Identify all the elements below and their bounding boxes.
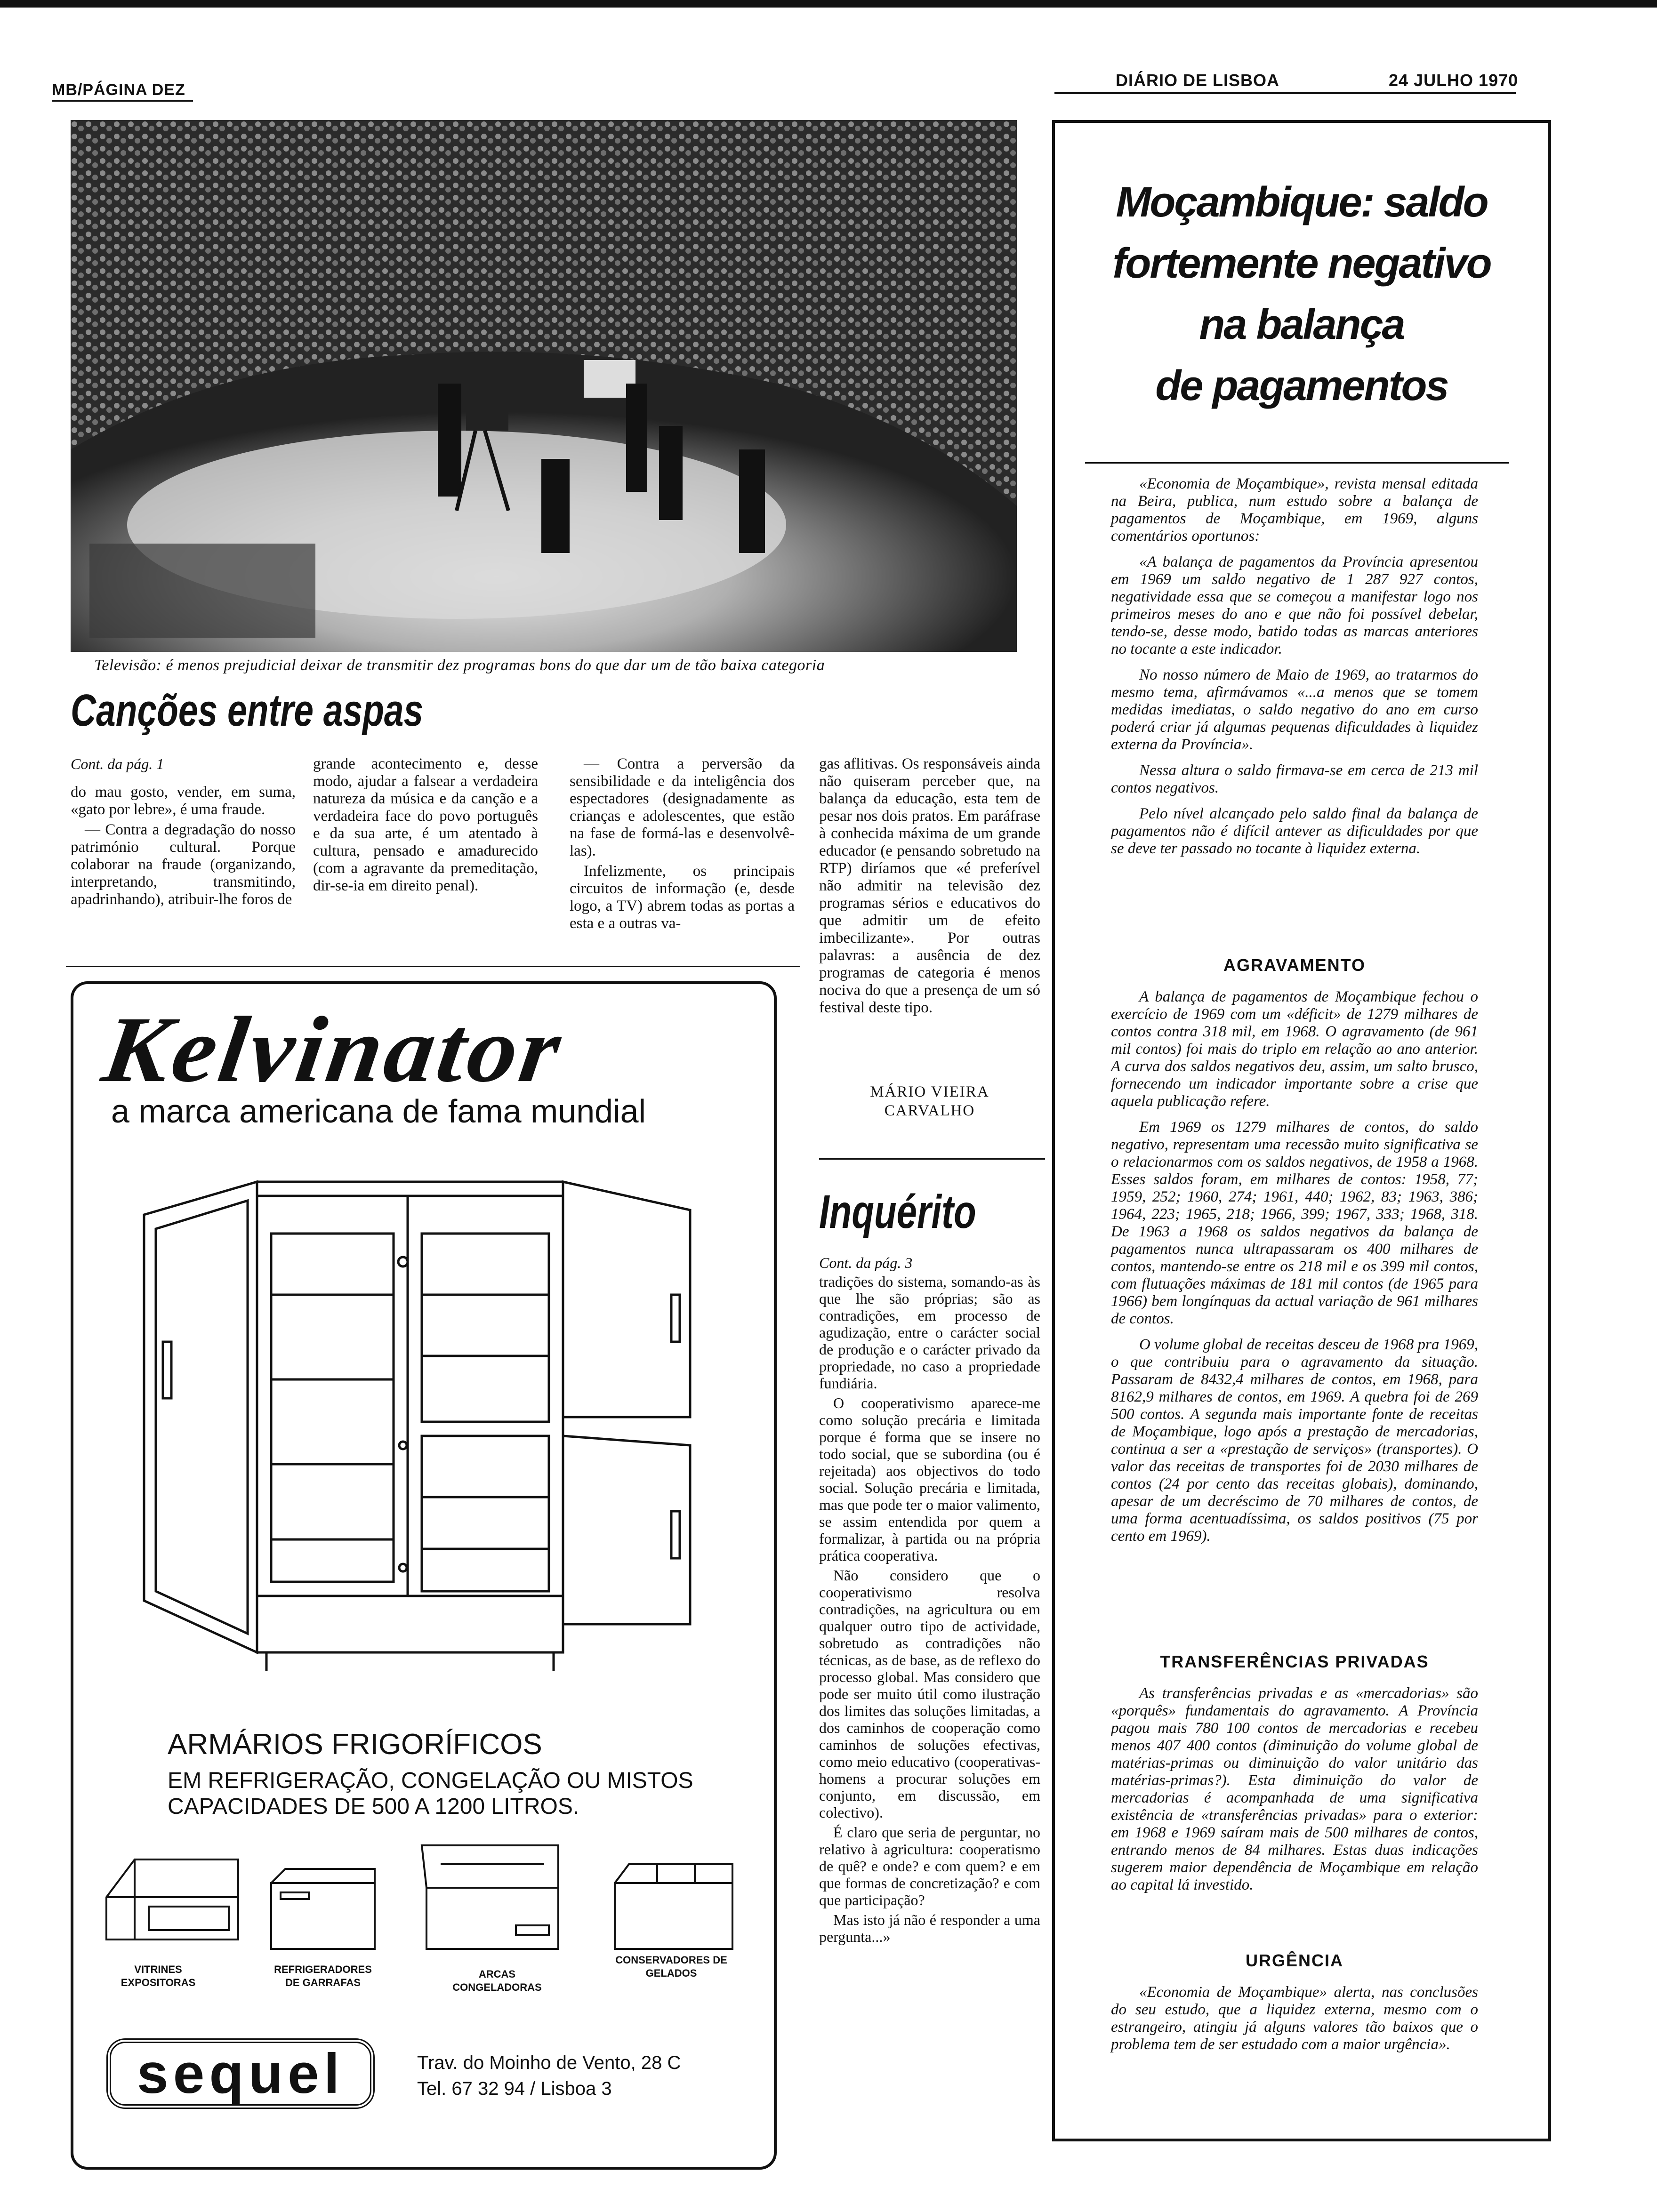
paragraph: grande acontecimento e, desse modo, ajudar a falsear a verdadeira natureza da música e da canção e a verdadeira face do povo português e da sua arte, é um atentado à cultura, pensado e amadurecido (com a agravante da premeditação, dir-se-ia em direito penal).	[313, 755, 538, 894]
dealer-logo: sequel	[106, 2038, 375, 2109]
ad-item-label: CONSERVADORES DE GELADOS	[615, 1954, 727, 1979]
inquerito-top-rule	[819, 1158, 1045, 1160]
paragraph: — Contra a degradação do nosso património cultural. Porque colaborar na fraude (organizando, interpretando, transmitindo, apadrinhando), atribuir-lhe foros de	[71, 821, 296, 908]
ad-item-label: VITRINES EXPOSITORAS	[121, 1964, 196, 1988]
ad-item-label: ARCAS CONGELADORAS	[452, 1968, 542, 1993]
ad-brand-logo: Kelvinator	[97, 998, 570, 1102]
paragraph: O volume global de receitas desceu de 1968 pra 1969, o que contribuiu para o agravamento da situação. Passaram de 8432,4 milhares de contos, em 1968, para 8162,9 milhares de contos, em 1969. A quebra foi de 269 500 contos. A segunda mais importante fonte de receitas de Moçambique, logo após a prestação de mercadorias, continua a ser a «prestação de serviços» (transportes). O valor das receitas de transportes foi de 2030 milhares de contos (24 por cento das receitas globais), dominando, apesar de um decréscimo de 70 milhares de contos, de uma forma acentuadíssima, os saldos positivos (75 por cento em 1969).	[1111, 1336, 1478, 1545]
author-line: CARVALHO	[884, 1102, 975, 1119]
paragraph: O cooperativismo aparece-me como solução precária e limitada porque é forma que se insere no todo social, que se subordina (ou é rejeitada) aos objectivos do todo social. Solução precária e limitada, mas que pode ter o maior valimento, se assim entendida por quem a formalizar, à partida ou na própria prática cooperativa.	[819, 1395, 1040, 1564]
dealer-phone: Tel. 67 32 94 / Lisboa 3	[417, 2078, 612, 2099]
ad-product-title: ARMÁRIOS FRIGORÍFICOS	[168, 1728, 542, 1761]
cancoes-cont: Cont. da pág. 1	[71, 755, 164, 772]
title-line: de pagamentos	[1155, 362, 1448, 409]
paragraph: Pelo nível alcançado pelo saldo final da balança de pagamentos não é difícil antever as dificuldades por que se deve ter passado no tocante à liquidez externa.	[1111, 805, 1478, 857]
ice-cream-freezer-illustration	[601, 1845, 742, 1954]
paragraph: «A balança de pagamentos da Província apresentou em 1969 um saldo negativo de 1 287 927 contos, negatividade essa que se começou a manifestar logo nos primeiros meses do ano e que não foi possível debelar, tendo-se, desse modo, batido todas as marcas anteriores no tocante a este indicador.	[1111, 553, 1478, 657]
cancoes-column-3	[570, 755, 795, 935]
top-rule	[0, 0, 1657, 8]
header-rule	[1054, 92, 1516, 94]
ad-product-line-2: CAPACIDADES DE 500 A 1200 LITROS.	[168, 1794, 579, 1819]
title-line: na balança	[1199, 301, 1404, 348]
author-line: MÁRIO VIEIRA	[870, 1083, 989, 1100]
ad-tagline: a marca americana de fama mundial	[111, 1093, 646, 1130]
ad-item-label: REFRIGERADORES DE GARRAFAS	[274, 1964, 372, 1988]
mocambique-intro	[1111, 475, 1478, 866]
paragraph: «Economia de Moçambique», revista mensal editada na Beira, publica, num estudo sobre a balança de pagamentos de Moçambique, em 1969, alguns comentários oportunos:	[1111, 475, 1478, 545]
section-heading: TRANSFERÊNCIAS PRIVADAS	[1160, 1652, 1429, 1671]
paragraph: A balança de pagamentos de Moçambique fechou o exercício de 1969 com um «déficit» de 1279 milhares de contos contra 318 mil, em 1968. O agravamento (de 961 mil contos) foi mais do triplo em relação ao ano anterior. A curva dos saldos negativos deu, assim, um salto brusco, fornecendo um indicador importante sobre a crise que aquela publicação refere.	[1111, 988, 1478, 1110]
cancoes-column-1	[71, 784, 296, 911]
kelvinator-ad	[71, 981, 777, 2170]
paragraph: Mas isto já não é responder a uma pergunta...»	[819, 1911, 1040, 1945]
cancoes-bottom-rule	[66, 966, 800, 967]
paragraph: As transferências privadas e as «mercadorias» são «porquês» fundamentais do agravamento. A Província pagou mais 780 100 contos de mercadorias e recebeu menos 407 400 contos (diminuição do volume global de matérias-primas ou diminuição do valor unitário das matérias-primas?). Esta diminuição do valor de mercadorias é acompanhada de uma significativa existência de «transferências privadas» para o exterior: em 1968 e 1969 saíram mais de 500 milhares de contos, entrando menos de 84 milhares. Estas duas indicações sugerem maior dependência de Moçambique em relação ao capital lá investido.	[1111, 1685, 1478, 1893]
paragraph: É claro que seria de perguntar, no relativo à agricultura: cooperatismo de quê? e onde? e com quem? e em que formas de concretização? e com que participação?	[819, 1824, 1040, 1908]
cancoes-author	[819, 1082, 1040, 1120]
inquerito-title: Inquérito	[819, 1186, 976, 1238]
photo-caption: Televisão: é menos prejudicial deixar de transmitir dez programas bons do que dar um de tão baixa categoria	[94, 657, 825, 674]
paragraph: do mau gosto, vender, em suma, «gato por lebre», é uma fraude.	[71, 784, 296, 818]
title-line: Moçambique: saldo	[1116, 179, 1488, 226]
fridge-cabinet-illustration	[116, 1154, 728, 1685]
paragraph: No nosso número de Maio de 1969, ao tratarmos do mesmo tema, afirmávamos «...a menos que se tomem medidas imediatas, o saldo negativo do ano em curso poderá criar já algumas pequenas dificuldades à liquidez externa da Província».	[1111, 666, 1478, 753]
issue-date: 24 JULHO 1970	[1389, 71, 1519, 90]
page-label-rule	[52, 100, 193, 102]
paragraph: gas aflitivas. Os responsáveis ainda não quiseram perceber que, na balança da educação, esta tem de pesar nos dois pratos. Em paráfrase à conhecida máxima de um grande educador (e pensando sobretudo na RTP) diríamos que «é preferível não admitir na televisão dez programas sérios e educativos do que admitir um de efeito imbecilizante». Por outras palavras: a ausência de dez programas de categoria é menos nociva do que a presença de um só festival deste tipo.	[819, 755, 1040, 1016]
chest-freezer-illustration	[412, 1836, 568, 1954]
paragraph: Infelizmente, os principais circuitos de informação (e, desde logo, a TV) abrem todas as portas a esta e a outras va-	[570, 863, 795, 932]
paragraph: Nessa altura o saldo firmava-se em cerca de 213 mil contos negativos.	[1111, 762, 1478, 796]
paragraph: tradições do sistema, somando-as às que lhe são próprias; são as contradições, em processo de agudização, entre o carácter social de produção e o carácter privado da propriedade, no caso a propriedade fundiária.	[819, 1273, 1040, 1392]
page-label: MB/PÁGINA DEZ	[52, 81, 185, 99]
paragraph: «Economia de Moçambique» alerta, nas conclusões do seu estudo, que a liquidez externa, mesmo com o estrangeiro, atingiu já alguns valores tão baixos que o problema tem de ser estudado com a maior urgência».	[1111, 1984, 1478, 2053]
section-heading: URGÊNCIA	[1245, 1951, 1343, 1970]
mocambique-section-3	[1111, 1984, 1478, 2062]
inquerito-column	[819, 1273, 1040, 1948]
cancoes-column-2	[313, 755, 538, 898]
paragraph: Em 1969 os 1279 milhares de contos, do saldo negativo, representam uma recessão muito significativa se o relacionarmos com os saldos negativos, de 1958 a 1968. Esses saldos foram, em milhares de contos: 1958, 77; 1959, 252; 1960, 274; 1961, 440; 1962, 83; 1963, 386; 1964, 223; 1965, 218; 1966, 399; 1967, 333; 1968, 318. De 1963 a 1968 os saldos negativos da balança de pagamentos nunca ultrapassaram os 400 milhares de contos, mantendo-se entre os 218 mil e os 399 mil contos, com flutuações máximas de 181 mil contos (de 1965 para 1966) bem longínquas da actual variação de 961 milhares de contos.	[1111, 1119, 1478, 1327]
paper-name: DIÁRIO DE LISBOA	[1116, 71, 1280, 90]
paragraph: Não considero que o cooperativismo resolva contradições, na agricultura ou em qualquer outro tipo de actividade, sobretudo as contradições não técnicas, as de base, as de reflexo do processo global. Mas considero que pode ser muito útil como ilustração dos limites das soluções limitadas, a dos caminhos de cooperação como caminhos de soluções efectivas, como meio educativo (cooperativas-homens a procurar soluções em conjunto, em discussão, em colectivo).	[819, 1567, 1040, 1821]
ad-product-line-1: EM REFRIGERAÇÃO, CONGELAÇÃO OU MISTOS	[168, 1768, 693, 1793]
bottle-cooler-illustration	[262, 1864, 384, 1954]
paragraph: — Contra a perversão da sensibilidade e da inteligência dos espectadores (designadamente as crianças e adolescentes, que estão na fase de formá-las e desenvolvê-las).	[570, 755, 795, 859]
mocambique-title-rule	[1085, 462, 1509, 464]
cancoes-title: Canções entre aspas	[71, 685, 424, 736]
title-line: fortemente negativo	[1112, 240, 1491, 287]
cancoes-column-4	[819, 755, 1040, 1019]
display-case-illustration	[92, 1845, 252, 1954]
mocambique-title	[1064, 172, 1539, 417]
tv-studio-photo	[71, 120, 1017, 652]
mocambique-section-2	[1111, 1685, 1478, 1902]
dealer-address: Trav. do Moinho de Vento, 28 C	[417, 2052, 681, 2073]
photo-illustration	[71, 120, 1017, 652]
inquerito-cont: Cont. da pág. 3	[819, 1254, 913, 1271]
section-heading: AGRAVAMENTO	[1223, 955, 1366, 975]
mocambique-section-1	[1111, 988, 1478, 1554]
